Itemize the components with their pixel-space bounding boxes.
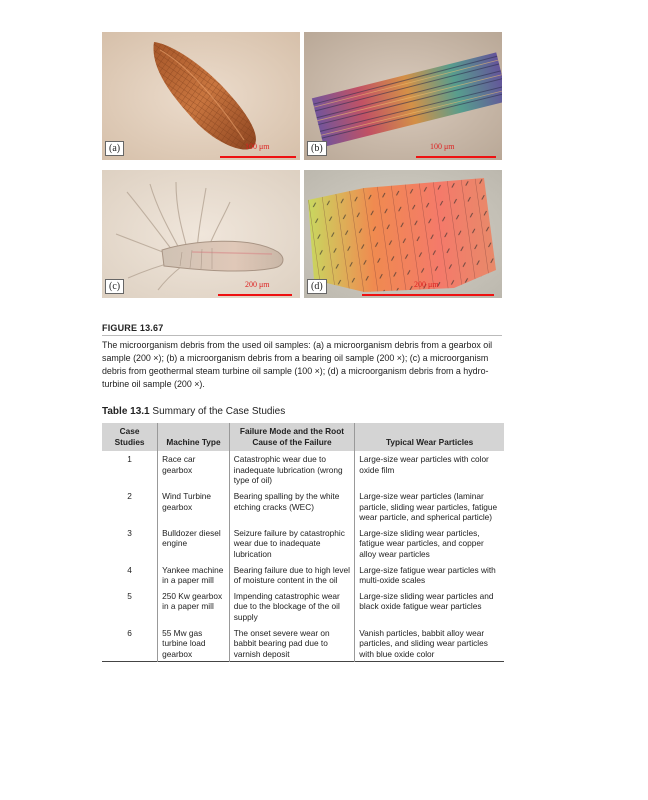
cell-failure: Bearing failure due to high level of moisture content in the oil bbox=[229, 562, 355, 588]
scale-bar bbox=[416, 156, 496, 158]
scale-bar bbox=[220, 156, 296, 158]
table-label: Table 13.1 bbox=[102, 406, 150, 417]
panel-label: (b) bbox=[307, 141, 327, 156]
table-row bbox=[102, 625, 504, 662]
cell-machine: 250 Kw gearbox in a paper mill bbox=[158, 588, 230, 625]
micrograph-d bbox=[304, 170, 502, 298]
cell-case: 1 bbox=[127, 454, 132, 465]
cell-machine: 55 Mw gas turbine load gearbox bbox=[158, 625, 230, 662]
case-studies-table bbox=[102, 423, 504, 662]
cell-particles: Large-size fatigue wear particles with multi-oxide scales bbox=[355, 562, 504, 588]
cell-failure: Catastrophic wear due to inadequate lubrication (wrong type of oil) bbox=[229, 451, 355, 488]
scale-label: 200 μm bbox=[414, 280, 439, 289]
table-row bbox=[102, 525, 504, 562]
cell-case: 3 bbox=[127, 527, 132, 538]
cell-case: 5 bbox=[127, 590, 132, 601]
header-failure-mode: Failure Mode and the Root Cause of the Failure bbox=[229, 423, 355, 451]
cell-failure: Impending catastrophic wear due to the blockage of the oil supply bbox=[229, 588, 355, 625]
table-title: Summary of the Case Studies bbox=[152, 406, 286, 417]
scale-bar bbox=[362, 294, 494, 296]
scale-label: 200 μm bbox=[245, 280, 270, 289]
micrograph-a-image bbox=[102, 32, 300, 160]
table-caption bbox=[102, 406, 285, 417]
panel-label: (a) bbox=[105, 141, 124, 156]
cell-particles: Large-size wear particles (laminar particle, sliding wear particles, fatigue wear particle, and spherical particle) bbox=[355, 488, 504, 525]
cell-machine: Yankee machine in a paper mill bbox=[158, 562, 230, 588]
table-header-row bbox=[102, 423, 504, 451]
table-row bbox=[102, 562, 504, 588]
cell-machine: Race car gearbox bbox=[158, 451, 230, 488]
micrograph-d-image bbox=[304, 170, 502, 298]
cell-particles: Large-size wear particles with color oxide film bbox=[355, 451, 504, 488]
table-row bbox=[102, 451, 504, 488]
panel-label: (c) bbox=[105, 279, 124, 294]
table-row bbox=[102, 488, 504, 525]
cell-case: 4 bbox=[127, 564, 132, 575]
micrograph-a bbox=[102, 32, 300, 160]
figure-caption: The microorganism debris from the used oil samples: (a) a microorganism debris from a gearbox oil sample (200 ×); (b) a microorganism debris from a bearing oil sample (200 ×); (c) a microorganism debris from geothermal steam turbine oil sample (100 ×); (d) a microorganism debris from a hydro-turbine oil sample (200 ×). bbox=[102, 340, 493, 389]
header-wear-particles: Typical Wear Particles bbox=[355, 423, 504, 451]
micrograph-b bbox=[304, 32, 502, 160]
scale-bar bbox=[218, 294, 292, 296]
cell-particles: Large-size sliding wear particles, fatigue wear particles, and copper alloy wear particles bbox=[355, 525, 504, 562]
figure-title: FIGURE 13.67 bbox=[102, 323, 164, 333]
header-machine-type: Machine Type bbox=[158, 423, 230, 451]
micrograph-c-image bbox=[102, 170, 300, 298]
panel-label: (d) bbox=[307, 279, 327, 294]
cell-case: 6 bbox=[127, 627, 132, 638]
figure-divider bbox=[102, 335, 502, 336]
cell-machine: Bulldozer diesel engine bbox=[158, 525, 230, 562]
cell-particles: Large-size sliding wear particles and black oxide fatigue wear particles bbox=[355, 588, 504, 625]
cell-failure: Bearing spalling by the white etching cracks (WEC) bbox=[229, 488, 355, 525]
scale-label: 100 μm bbox=[430, 142, 455, 151]
micrograph-b-image bbox=[304, 32, 502, 160]
cell-failure: The onset severe wear on babbit bearing pad due to varnish deposit bbox=[229, 625, 355, 662]
scale-label: 100 μm bbox=[245, 142, 270, 151]
cell-particles: Vanish particles, babbit alloy wear particles, and sliding wear particles with blue oxide color bbox=[355, 625, 504, 662]
cell-case: 2 bbox=[127, 490, 132, 501]
cell-machine: Wind Turbine gearbox bbox=[158, 488, 230, 525]
micrograph-c bbox=[102, 170, 300, 298]
header-case-studies: Case Studies bbox=[114, 426, 145, 447]
table-row bbox=[102, 588, 504, 625]
cell-failure: Seizure failure by catastrophic wear due to inadequate lubrication bbox=[229, 525, 355, 562]
